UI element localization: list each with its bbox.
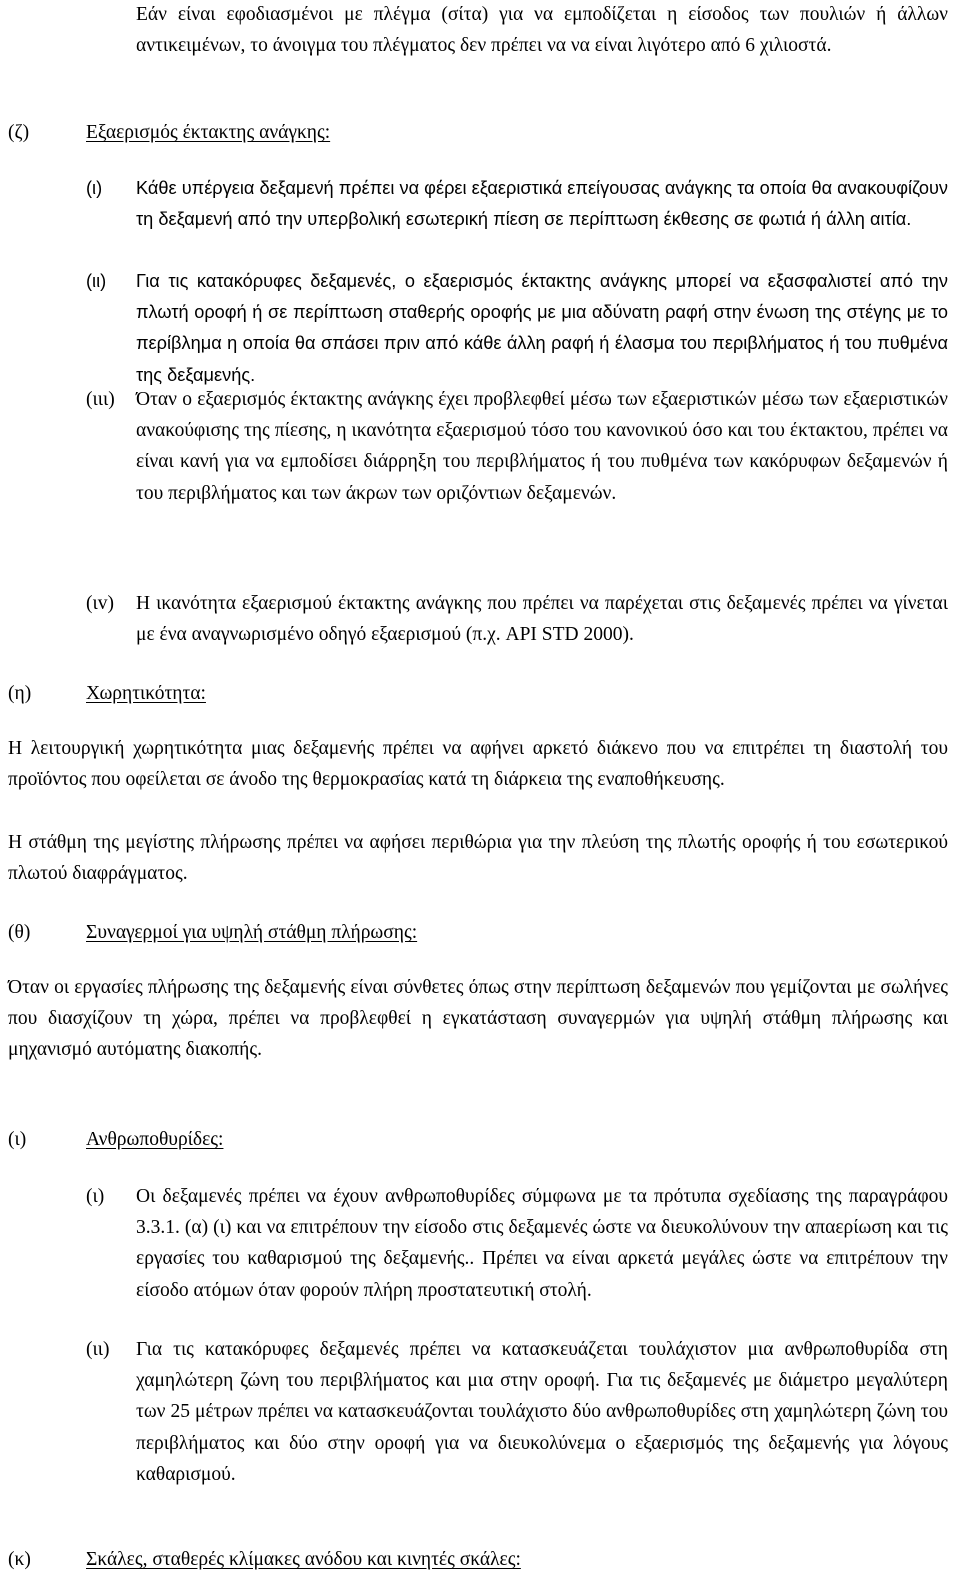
section-th-paragraph — [8, 972, 948, 1066]
section-i-item-1-text: Οι δεξαμενές πρέπει να έχουν ανθρωποθυρίδες σύμφωνα με τα πρότυπα σχεδίασης της παραγράφου 3.3.1. (α) (ι) και να επιτρέπουν την είσοδο στις δεξαμενές ώστε να διευκολύνουν την απαερίωση και τις εργασίες του καθαρισμού της δεξαμενής.. Πρέπει να είναι αρκετά μεγάλες ώστε να επιτρέπουν την είσοδο ατόμων όταν φορούν πλήρη προστατευτική στολή. — [136, 1186, 948, 1301]
section-z-item-2 — [136, 266, 948, 391]
section-k-title: Σκάλες, σταθερές κλίμακες ανόδου και κινητές σκάλες: — [86, 1549, 521, 1570]
section-i-item-2-number: (ιι) — [86, 1339, 110, 1360]
section-h-number: (η) — [8, 683, 32, 704]
intro-text: Εάν είναι εφοδιασμένοι με πλέγμα (σίτα) για να εμποδίζεται η είσοδος των πουλιών ή άλλων αντικειμένων, το άνοιγμα του πλέγματος δεν πρέπει να να είναι λιγότερο από 6 χιλιοστά. — [136, 4, 948, 57]
section-i-item-2-text: Για τις κατακόρυφες δεξαμενές πρέπει να κατασκευάζεται τουλάχιστον μια ανθρωποθυρίδα στη χαμηλώτερη ζώνη του περιβλήματος και μια στην οροφή. Για τις δεξαμενές με διάμετρο μεγαλύτερη των 25 μέτρων πρέπει να κατασκευάζονται τουλάχιστο δύο ανθρωποθυρίδες στη χαμηλώτερη ζώνη του περιβλήματος και δύο στην οροφή για να διευκολύνεμα ο εξαερισμός της δεξαμενής για λόγους καθαρισμού. — [136, 1339, 948, 1485]
section-z-item-4-text: Η ικανότητα εξαερισμού έκτακτης ανάγκης που πρέπει να παρέχεται στις δεξαμενές πρέπει να γίνεται με ένα αναγνωρισμένο οδηγό εξαερισμού (π.χ. API STD 2000). — [136, 593, 948, 646]
section-z-item-1-text: Κάθε υπέργεια δεξαμενή πρέπει να φέρει εξαεριστικά επείγουσας ανάγκης τα οποία θα ανακουφίζουν τη δεξαμενή από την υπερβολική εσωτερική πίεση σε περίπτωση έκθεσης σε φωτιά ή άλλη αιτία. — [136, 178, 948, 230]
section-i-title: Ανθρωποθυρίδες: — [86, 1129, 224, 1150]
section-z-item-4 — [136, 588, 948, 650]
section-z-item-2-text: Για τις κατακόρυφες δεξαμενές, ο εξαερισμός έκτακτης ανάγκης μπορεί να εξασφαλιστεί από την πλωτή οροφή ή σε περίπτωση σταθερής οροφής με μια αδύνατη ραφή στην ένωση της στέγης με το περίβλημα η οποία θα σπάσει πριν από κάθε άλλη ραφή ή έλασμα του περιβλήματος ή του πυθμένα της δεξαμενής. — [136, 271, 948, 385]
section-h-paragraph-2 — [8, 827, 948, 889]
section-z-item-3 — [136, 384, 948, 509]
section-z-title: Εξαερισμός έκτακτης ανάγκης: — [86, 122, 331, 143]
section-z-item-4-number: (ιv) — [86, 593, 114, 614]
section-z-item-1-number: (ι) — [86, 178, 103, 198]
section-k-number: (κ) — [8, 1549, 31, 1570]
section-z-item-3-number: (ιιι) — [86, 389, 115, 410]
section-z-item-2-number: (ιι) — [86, 271, 107, 291]
section-z-item-3-text: Όταν ο εξαερισμός έκτακτης ανάγκης έχει προβλεφθεί μέσω των εξαεριστικών μέσω των εξαεριστικών ανακούφισης της πίεσης, η ικανότητα εξαερισμού τόσο του κανονικού όσο και του έκτακτου, πρέπει να είναι κανή για να εμποδίσει διάρρηξη του περιβλήματος ή του πυθμένα των κακόρυφων δεξαμενών ή του περιβλήματος και των άκρων των οριζόντιων δεξαμενών. — [136, 389, 948, 504]
section-i-number: (ι) — [8, 1129, 27, 1150]
section-h-title: Χωρητικότητα: — [86, 683, 206, 704]
section-i-item-2 — [136, 1334, 948, 1490]
section-h-paragraph-2-text: Η στάθμη της μεγίστης πλήρωσης πρέπει να αφήσει περιθώρια για την πλεύση της πλωτής οροφής ή του εσωτερικού πλωτού διαφράγματος. — [8, 832, 948, 885]
section-th-number: (θ) — [8, 922, 31, 943]
intro-paragraph — [136, 0, 948, 61]
section-th-title: Συναγερμοί για υψηλή στάθμη πλήρωσης: — [86, 922, 418, 943]
section-i-item-1-number: (ι) — [86, 1186, 105, 1207]
section-h-paragraph-1 — [8, 733, 948, 795]
section-z-number: (ζ) — [8, 122, 30, 143]
section-h-paragraph-1-text: Η λειτουργική χωρητικότητα μιας δεξαμενής πρέπει να αφήνει αρκετό διάκενο που να επιτρέπει τη διαστολή του προϊόντος που οφείλεται σε άνοδο της θερμοκρασίας κατά τη διάρκεια της εναποθήκευσης. — [8, 738, 948, 791]
section-th-paragraph-text: Όταν οι εργασίες πλήρωσης της δεξαμενής είναι σύνθετες όπως στην περίπτωση δεξαμενών που γεμίζονται με σωλήνες που διασχίζουν τη χώρα, πρέπει να προβλεφθεί η εγκατάσταση συναγερμών για υψηλή στάθμη πλήρωσης και μηχανισμό αυτόματης διακοπής. — [8, 977, 948, 1061]
section-i-item-1 — [136, 1181, 948, 1306]
section-z-item-1 — [136, 173, 948, 235]
